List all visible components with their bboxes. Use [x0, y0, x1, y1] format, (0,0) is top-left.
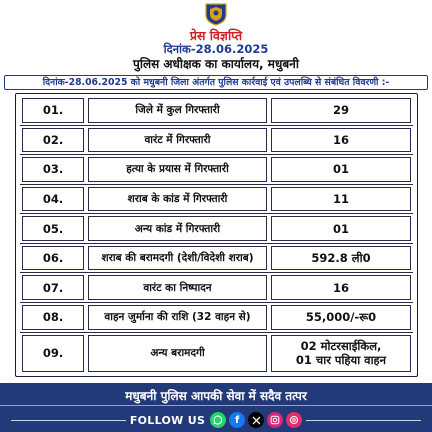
- row-value-line-1: 02 मोटरसाईकिल,: [300, 339, 382, 354]
- facebook-icon[interactable]: f: [229, 412, 245, 428]
- table-row: [20, 244, 413, 274]
- table-row: [20, 96, 413, 126]
- office-name: पुलिस अधीक्षक का कार्यालय, मधुबनी: [133, 57, 299, 71]
- row-value: 55,000/-रू0: [271, 305, 411, 330]
- follow-us-bar: [0, 410, 432, 430]
- follow-us-label: FOLLOW US: [129, 413, 206, 427]
- follow-divider-right: [306, 420, 421, 421]
- row-label: वाहन जुर्माना की राशि (32 वाहन से): [88, 305, 267, 330]
- row-value: 29: [271, 98, 411, 123]
- table-row: [20, 273, 413, 303]
- row-label: जिले में कुल गिरफ्तारी: [88, 98, 267, 123]
- row-value-line-2: 01 चार पहिया वाहन: [295, 353, 387, 368]
- table-row: [20, 303, 413, 333]
- row-number: 03.: [22, 157, 84, 182]
- row-label: शराब के कांड में गिरफ्तारी: [88, 187, 267, 212]
- row-value: 01: [271, 157, 411, 182]
- row-number: 02.: [22, 128, 84, 153]
- row-value: 16: [271, 128, 411, 153]
- instagram-icon[interactable]: [267, 412, 283, 428]
- row-value: 01: [271, 216, 411, 241]
- row-label: वारंट में गिरफ्तारी: [88, 128, 267, 153]
- row-value: 16: [271, 275, 411, 300]
- press-release-title: प्रेस विज्ञप्ति: [189, 28, 243, 43]
- row-number: 09.: [22, 335, 84, 372]
- row-label: हत्या के प्रयास में गिरफ्तारी: [88, 157, 267, 182]
- row-value: 592.8 ली0: [271, 246, 411, 271]
- follow-divider-left: [11, 420, 126, 421]
- row-label: शराब की बरामदगी (देशी/विदेशी शराब): [88, 246, 267, 271]
- whatsapp-icon[interactable]: [210, 412, 226, 428]
- row-number: 06.: [22, 246, 84, 271]
- row-number: 01.: [22, 98, 84, 123]
- row-label: वारंट का निष्पादन: [88, 275, 267, 300]
- footer-slogan: मधुबनी पुलिस आपकी सेवा में सदैव तत्पर: [125, 389, 307, 403]
- row-label: अन्य बरामदगी: [88, 335, 267, 372]
- row-number: 05.: [22, 216, 84, 241]
- table-row: [20, 185, 413, 215]
- row-label: अन्य कांड में गिरफ्तारी: [88, 216, 267, 241]
- row-number: 08.: [22, 305, 84, 330]
- report-subtitle: दिनांक-28.06.2025 को मधुबनी जिला अंतर्गत पुलिस कार्रवाई एवं उपलब्धि से संबंधित विवरणी :-: [4, 75, 428, 90]
- statistics-table: [15, 93, 418, 377]
- police-emblem-icon: [203, 2, 229, 26]
- table-row: [20, 155, 413, 185]
- row-value: 11: [271, 187, 411, 212]
- press-release-date: दिनांक-28.06.2025: [163, 42, 269, 56]
- row-value: [271, 335, 411, 372]
- table-row: [20, 333, 413, 374]
- row-number: 07.: [22, 275, 84, 300]
- table-row: [20, 126, 413, 156]
- x-icon[interactable]: [248, 412, 264, 428]
- footer-divider: [0, 405, 432, 406]
- threads-icon[interactable]: [286, 412, 302, 428]
- press-header: [0, 0, 432, 76]
- row-number: 04.: [22, 187, 84, 212]
- table-row: [20, 214, 413, 244]
